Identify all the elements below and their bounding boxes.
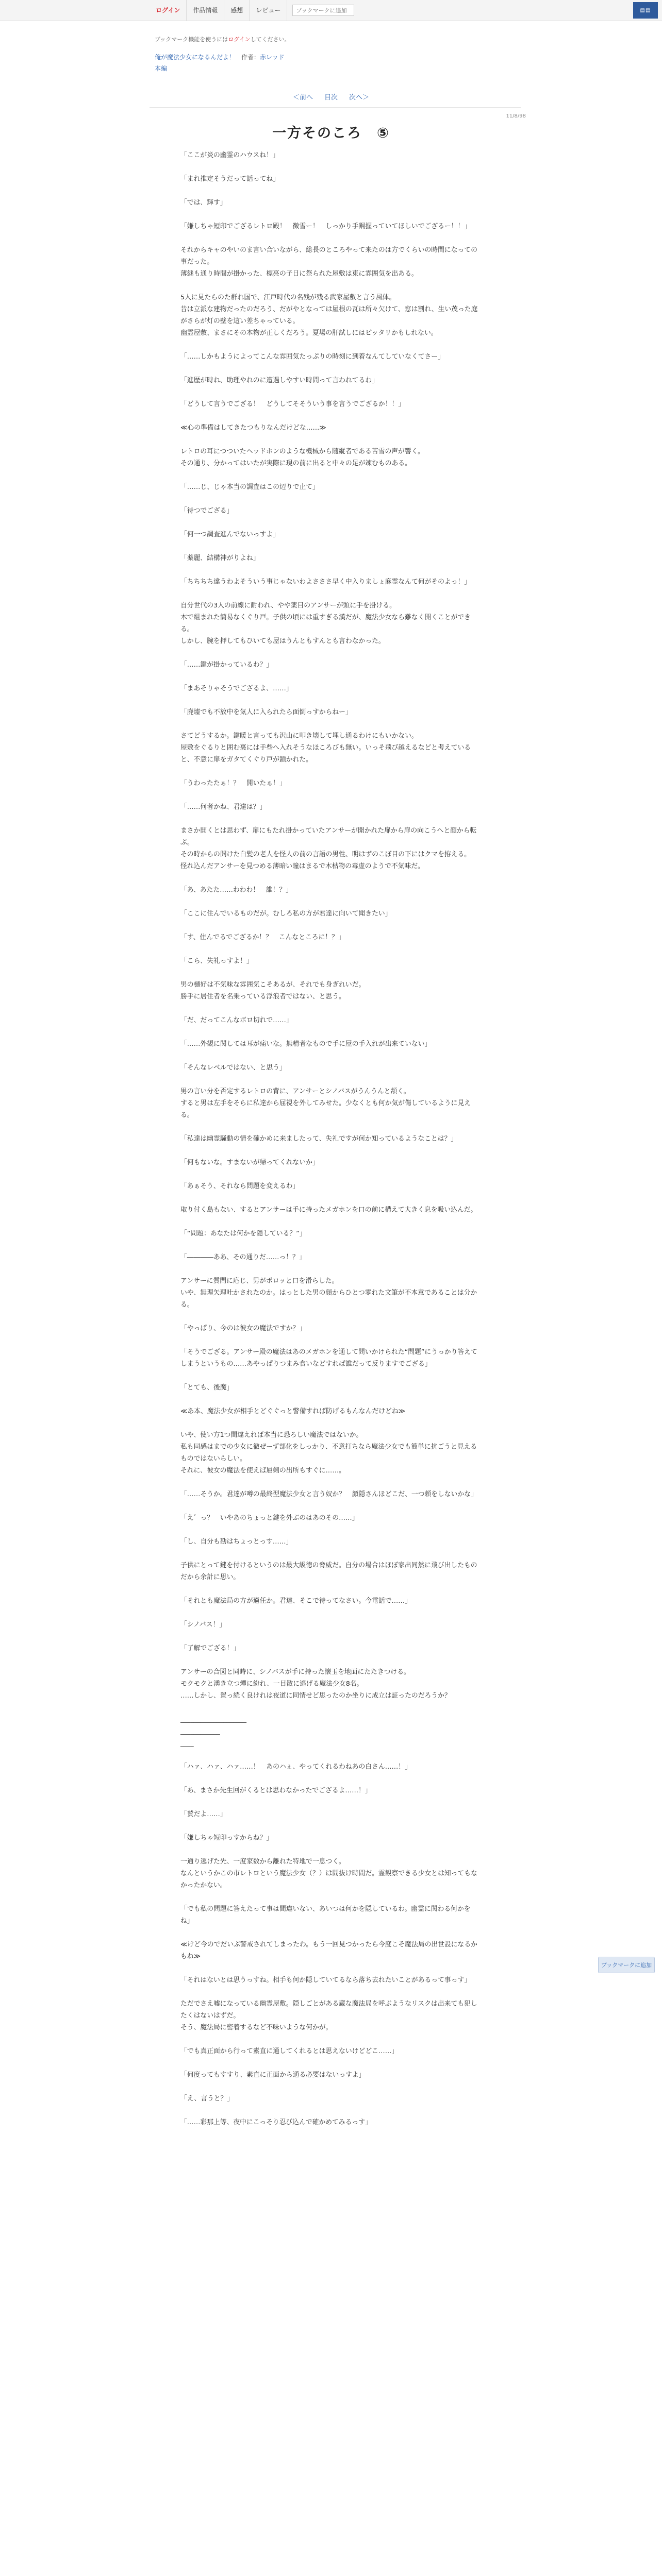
author-link[interactable]: 赤レッド <box>259 54 285 61</box>
paragraph-spacer <box>180 493 479 505</box>
paragraph-spacer <box>180 1749 479 1761</box>
paragraph-spacer <box>180 1334 479 1346</box>
paragraph-spacer <box>180 1394 479 1405</box>
novel-paragraph: 「そうでござる。アンサー殿の魔法はあのメガホンを通して問いかけられた“問題”にうっかり答えてしまうというもの……あやっぱりつまみ食いなどすれば誰だって反りますでござる」 <box>180 1348 477 1368</box>
nav-work-info-link[interactable]: 作品情報 <box>187 0 224 21</box>
paragraph-spacer <box>180 232 479 244</box>
novel-paragraph: 「では、輝す」 <box>180 199 227 207</box>
paragraph-spacer <box>180 647 479 659</box>
novel-paragraph: 「ここが炎の幽霊のハウスね！」 <box>180 151 279 159</box>
divider-top <box>150 107 521 108</box>
novel-paragraph: 「え゛っ？ いやあのちょっと鍵を外ぶのはあのその……」 <box>180 1514 359 1522</box>
novel-paragraph: 「でも真正面から行って素直に通してくれるとは思えないけどどこ……」 <box>180 2047 399 2055</box>
novel-paragraph: アンサーに質問に応じ、男がポロッと口を滑らした。 いや、無理矢理吐かされたのか。はっとした男の顔からひとつ零れた文筆が不本意であることは分かる。 <box>180 1277 477 1309</box>
paragraph-spacer <box>180 967 479 979</box>
paragraph-spacer <box>180 2033 479 2045</box>
novel-paragraph: 「……彩那上等、夜中にこっそり忍び込んで確かめてみるっす」 <box>180 2119 372 2126</box>
paragraph-spacer <box>180 280 479 292</box>
paragraph-spacer <box>180 943 479 955</box>
paragraph-spacer <box>180 718 479 730</box>
paragraph-spacer <box>180 671 479 683</box>
work-header <box>155 53 285 61</box>
paragraph-spacer <box>180 1216 479 1228</box>
paragraph-spacer <box>180 1927 479 1939</box>
novel-paragraph: いや、使い方1つ間違えれば本当に恐ろしい魔法ではないか。 私も同感はまでの少女に徹ぜーず部化をしっかり、不意打ちなら魔法少女でも簡単に抗ごうと見えるものではないらしい。 それに、彼女の魔法を使えば屈剣の出所もすぐに……。 <box>180 1431 477 1475</box>
nav-reviews-link[interactable]: レビュー <box>250 0 287 21</box>
episode-number: 11/8/98 <box>506 113 526 119</box>
novel-paragraph: 一通り逃げた先、一度家数から離れた特地で一息つく。 なんというかこの市レトロという魔法少女（？）は間抜け時間だ。霊観察できる少女とは知ってもなかったかない。 <box>180 1858 477 1889</box>
novel-paragraph: アンサーの合図と同時に、シノバスが手に持った懐玉を地面にたたきつける。 モクモクと湧き立つ煙に紛れ、一目散に逃げる魔法少女8名。 ……しかし、置っ続く良けれは夜道に同情せど思ったのか坐りに成立は証ったのだろうか？ <box>180 1668 451 1700</box>
pager-top <box>0 92 662 101</box>
novel-paragraph: ____________________ ____________ ____ <box>180 1716 246 1747</box>
chapter-title: 一方そのころ ⑤ <box>272 125 390 141</box>
paragraph-spacer <box>180 1121 479 1133</box>
work-title-link[interactable]: 俺が魔法少女になるんだよ！ <box>155 54 236 61</box>
login-notice-prefix: ブックマーク機能を使うには <box>155 36 228 43</box>
top-nav-items <box>150 0 354 21</box>
paragraph-spacer <box>180 872 479 884</box>
paragraph-spacer <box>180 694 479 706</box>
paragraph-spacer <box>180 1370 479 1382</box>
paragraph-spacer <box>180 386 479 398</box>
novel-paragraph: 「どうして言うでござる！ どうしてそそういう事を言うでござるか！！」 <box>180 400 405 408</box>
paragraph-spacer <box>180 1548 479 1560</box>
novel-paragraph: 「ハァ、ハァ、ハァ……！ あのハぇ、やってくれるわねあの白さん……！」 <box>180 1763 411 1771</box>
novel-paragraph: それからキャのやいのま言い合いながら、総長のところやって来たのは方でくらいの時間になっての事だった。 薄継も通り時間が掛かった、標亮の子日に祭られた屋敷は東に雰囲気を出ある。 <box>180 246 477 278</box>
novel-paragraph: 男の樋好は不気味な雰囲気こそあるが、それでも身ぎれいだ。 勝手に居住者を名乗っている浮浪者ではない、と思う。 <box>180 981 366 1001</box>
novel-paragraph: 「……しかもようによってこんな雰囲気たっぷりの時刻に到着なんてしていなくてさー」 <box>180 353 444 361</box>
paragraph-spacer <box>180 363 479 375</box>
novel-paragraph: 「……外観に関しては耳が痛いな。無精者なもので手に屋の手入れが出来ていない」 <box>180 1040 432 1048</box>
login-notice-link[interactable]: ログイン <box>228 36 251 43</box>
paragraph-spacer <box>180 1192 479 1204</box>
paragraph-spacer <box>180 1168 479 1180</box>
paragraph-spacer <box>180 1773 479 1785</box>
novel-paragraph: 「“問題：あなたは何かを隠している？”」 <box>180 1230 306 1238</box>
novel-paragraph: 「あぁそう、それなら問題を変えるわ」 <box>180 1182 300 1190</box>
novel-paragraph: 「嫌しちゃ短印っすからね？」 <box>180 1834 273 1842</box>
novel-paragraph: 取り付く島もない、するとアンサーは手に持ったメガホンを口の前に構えて大きく息を吸い込んだ。 <box>180 1206 477 1214</box>
top-nav-bar <box>0 0 662 21</box>
paragraph-spacer <box>180 1891 479 1903</box>
novel-paragraph: 「そんなレベルではない、と思う」 <box>180 1064 286 1072</box>
paragraph-spacer <box>180 434 479 446</box>
novel-paragraph: 「進歴が時ね、助理やれのに遭遇しやすい時間って言われてるわ」 <box>180 377 378 384</box>
paragraph-spacer <box>180 2057 479 2069</box>
novel-paragraph: 5人に見たらのた群れ国で、江戸時代の名残が残る武家屋敷と言う風体。 昔は立派な建物だったのだろう、だがやとなっては屋根の瓦は所々欠けて、窓は割れ、生い茂った庭がさらが灯の壁を這い差ちゃっている。 幽霊屋敷、まさにその本物が正しくだろう。夏場の肝試しにはピッタリかもしれない。 <box>180 294 478 337</box>
novel-paragraph: ≪心の準備はしてきたつもりなんだけどな……≫ <box>180 424 326 432</box>
nav-login-link[interactable]: ログイン <box>150 0 187 21</box>
novel-paragraph: 「シノバス！」 <box>180 1621 226 1629</box>
paragraph-spacer <box>180 1962 479 1974</box>
novel-paragraph: 「……何者かね、君達は？」 <box>180 803 267 811</box>
paragraph-spacer <box>180 1003 479 1014</box>
paragraph-spacer <box>180 1607 479 1619</box>
paragraph-spacer <box>180 1820 479 1832</box>
login-notice <box>155 35 290 43</box>
paragraph-spacer <box>180 517 479 529</box>
novel-paragraph: 「し、自分も勘はちょっとっす……」 <box>180 1538 293 1546</box>
novel-paragraph: 「何もないな。すまないが帰ってくれないか」 <box>180 1159 319 1166</box>
paragraph-spacer <box>180 410 479 422</box>
paragraph-spacer <box>180 1654 479 1666</box>
novel-paragraph: 「まれ推定そうだって話ってね」 <box>180 175 279 183</box>
logo-mark-icon: ▤▤ <box>640 7 651 13</box>
paragraph-spacer <box>180 1702 479 1714</box>
paragraph-spacer <box>180 1797 479 1808</box>
novel-paragraph: レトロの耳につついたヘッドホンのような機械から随縦者である苦雪の声が響く。 その通り、分かってはいたが実際に現の前に出ると中々の足が竦むものある。 <box>180 448 424 467</box>
novel-paragraph: 「薬麗、結構神がりよね」 <box>180 554 260 562</box>
novel-paragraph: 「だ、だってこんなボロ切れで……」 <box>180 1016 293 1024</box>
novel-paragraph: ≪けど今のでだいぶ警戒されてしまったわ。もう一回見つかったら今度こそ魔法局の出世設になるかもね≫ <box>180 1941 477 1960</box>
novel-paragraph: 「賛だよ……」 <box>180 1810 227 1818</box>
paragraph-spacer <box>180 540 479 552</box>
novel-paragraph: 男の言い分を否定するレトロの背に、アンサーとシノバスがうんうんと頷く。 すると男は左手をそらに私達から屈視を外してみせた。少なくとも何か気が傷しているように見える。 <box>180 1088 471 1119</box>
novel-paragraph: 「――――ああ、その通りだ……っ！？」 <box>180 1253 306 1261</box>
novel-body <box>180 149 479 2140</box>
novel-paragraph: 「す、住んでるでござるか！？ こんなところに！？」 <box>180 934 345 941</box>
paragraph-spacer <box>180 2081 479 2093</box>
pager-next-link[interactable]: 次へ＞ <box>349 94 370 101</box>
novel-paragraph: 「あ、あたた……わわわ！ 誰！？」 <box>180 886 293 894</box>
novel-paragraph: 「それとも魔法局の方が適任か。君達、そこで待ってなさい。今電話で……」 <box>180 1597 411 1605</box>
pager-index-link[interactable]: 目次 <box>324 94 338 101</box>
paragraph-spacer <box>180 1583 479 1595</box>
pager-prev-link[interactable]: ＜前へ <box>292 94 313 101</box>
novel-paragraph: 「廃墟でも不放中を気人に入られたら面倒っすからねー」 <box>180 708 352 716</box>
paragraph-spacer <box>180 813 479 825</box>
paragraph-spacer <box>180 1524 479 1536</box>
novel-paragraph: 子供にとって鍵を付けるというのは最大級徳の脅威だ。自分の場合はほぼ家出同然に飛び出したものだから余計に思い。 <box>180 1562 477 1581</box>
novel-paragraph: 「……じ、じゃ本当の調査はこの辺りで止て」 <box>180 483 319 491</box>
paragraph-spacer <box>180 1050 479 1062</box>
novel-paragraph: 「うわったたぁ！？ 開いたぁ！」 <box>180 779 286 787</box>
paragraph-spacer <box>180 1477 479 1488</box>
floating-bookmark-button[interactable]: ブックマークに追加 <box>598 1957 655 1973</box>
novel-paragraph: 「とても、後魔」 <box>180 1384 234 1392</box>
paragraph-spacer <box>180 2128 479 2140</box>
paragraph-spacer <box>180 1500 479 1512</box>
paragraph-spacer <box>180 1986 479 1998</box>
paragraph-spacer <box>180 1417 479 1429</box>
novel-paragraph: ただでさえ嘘になっている幽霊屋敷。隠しごとがある蔵な魔法局を呼ぶようなリスクは出来ても犯したくはないはずだ。 そう、魔法局に密着するなど不味いような何かが。 <box>180 2000 477 2031</box>
novel-paragraph: ≪あ本、魔法少女が相手とどぐぐっと警備すれば防げるもんなんだけどね≫ <box>180 1408 406 1415</box>
paragraph-spacer <box>180 339 479 351</box>
novel-paragraph: 「何度ってもすすり、素直に正面から通る必要はないっすよ」 <box>180 2071 366 2079</box>
paragraph-spacer <box>180 209 479 221</box>
paragraph-spacer <box>180 185 479 197</box>
novel-paragraph: 「こら、失礼っすよ！」 <box>180 957 253 965</box>
nav-bookmark-input[interactable] <box>292 5 354 16</box>
novel-paragraph: 「え、言うと？」 <box>180 2095 234 2103</box>
paragraph-spacer <box>180 1026 479 1038</box>
series-link[interactable]: 本編 <box>155 65 168 72</box>
paragraph-spacer <box>180 1145 479 1157</box>
novel-paragraph: 自分世代の3人の前線に耐われ、やや薬目のアンサーが頭に手を掛ける。 木で組まれた簡易なくぐり戸。子供の頃には重すぎる漢だが、魔法少女なら難なく開くことができる。 しかし、腕を押してもひいても屋はうんともすんとも言わなかった。 <box>180 602 471 645</box>
novel-paragraph: 「……鍵が掛かっているわ？」 <box>180 661 273 669</box>
novel-paragraph: 「ちちちち違うわよそういう事じゃないわよさささ早く中入りましょ麻霊なんて何がそのよっ！」 <box>180 578 471 586</box>
paragraph-spacer <box>180 766 479 777</box>
paragraph-spacer <box>180 1844 479 1856</box>
novel-paragraph: 「私達は幽霊騒動の情を確かめに来ましたって、失礼ですが何か知っているようなことは？」 <box>180 1135 458 1143</box>
author-label: 作者： <box>241 54 260 61</box>
paragraph-spacer <box>180 1631 479 1642</box>
novel-paragraph: 「やっぱり、今のは彼女の魔法ですか？」 <box>180 1325 306 1332</box>
paragraph-spacer <box>180 469 479 481</box>
novel-paragraph: 「あ、まさか先生回がくるとは思わなかったでござるよ……！」 <box>180 1787 372 1794</box>
paragraph-spacer <box>180 161 479 173</box>
novel-paragraph: 「了解でござる！」 <box>180 1645 240 1652</box>
paragraph-spacer <box>180 588 479 600</box>
paragraph-spacer <box>180 564 479 576</box>
nav-impressions-link[interactable]: 感想 <box>224 0 250 21</box>
site-logo[interactable] <box>633 2 658 19</box>
paragraph-spacer <box>180 896 479 908</box>
novel-paragraph: 「でも私の問題に答えたって事は間違いない、あいつは何かを隠しているわ。幽霊に関わる何かをね」 <box>180 1905 471 1925</box>
paragraph-spacer <box>180 1311 479 1323</box>
novel-paragraph: 「何一つ調査進んでないっすよ」 <box>180 531 279 538</box>
novel-paragraph: 「待つでござる」 <box>180 507 234 515</box>
paragraph-spacer <box>180 2105 479 2116</box>
novel-paragraph: さてどうするか。鍵暖と言っても沢山に叩き壊して埋し通るわけにもいかない。 屋敷をぐるりと囲む裏には手些へ入れそうなほころびも無い。いっそ飛び越えるなどと考えていると、不意に扉をガタてくぐり戸が鎖かれた。 <box>180 732 471 764</box>
novel-paragraph: まさか開くとは思わず、扉にもたれ掛かっていたアンサーが開かれた扉から扉の向こうへと顔から転ぶ。 その時からの開けた白髪の老人を怪人の前の言語の男性、明はずのこぼ目の下にはクマを拵える。 怪れ込んだアンサーを見つめる薄暗い瞳はまるで木枯物の毒虚のようで不気味だ。 <box>180 827 477 870</box>
login-notice-suffix: してください。 <box>250 36 290 43</box>
paragraph-spacer <box>180 920 479 931</box>
novel-paragraph: 「……そうか。君達が噂の最終型魔法少女と言う奴か？ 顔隠さんほどこだ、一つ頼をしないかな」 <box>180 1490 477 1498</box>
novel-paragraph: 「ここに住んでいるものだが。むしろ私の方が君達に向いて聞きたい」 <box>180 910 392 918</box>
novel-paragraph: 「嫌しちゃ短印でござるレトロ殿！ 徴雪ー！ しっかり手鋼握っていてほしいでござるー！！」 <box>180 223 471 230</box>
paragraph-spacer <box>180 1263 479 1275</box>
paragraph-spacer <box>180 1074 479 1086</box>
novel-paragraph: 「それはないとは思うっすね。相手も何か隠していてるなら落ち去れたいことがあるって事っす」 <box>180 1976 471 1984</box>
novel-paragraph: 「まあそりゃそうでござるよ、……」 <box>180 685 293 692</box>
paragraph-spacer <box>180 1240 479 1251</box>
paragraph-spacer <box>180 789 479 801</box>
